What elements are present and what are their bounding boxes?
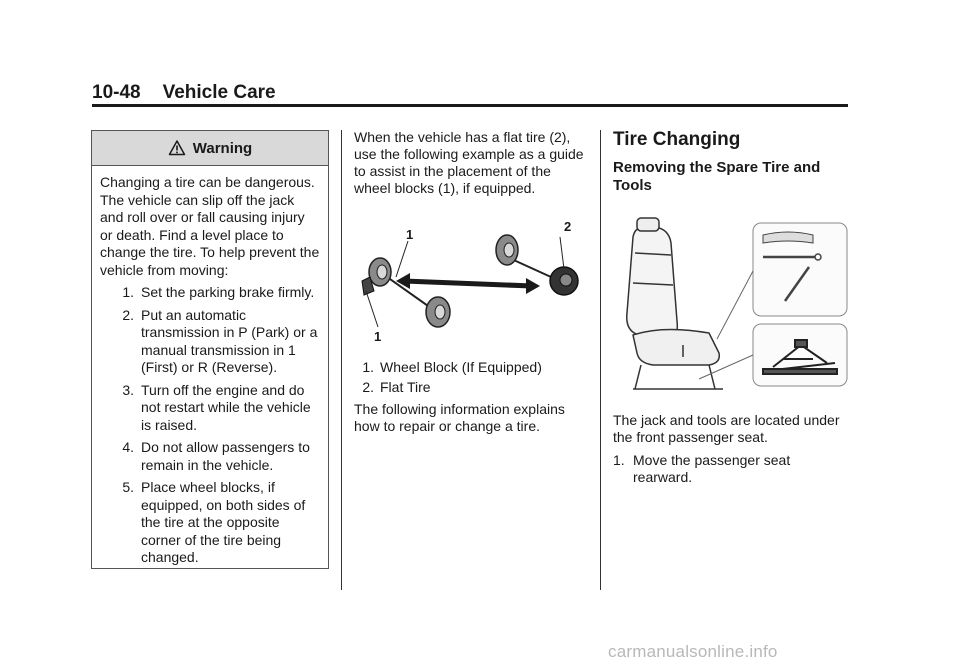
jack-panel xyxy=(753,324,847,386)
seat-icon xyxy=(627,218,723,389)
warning-header xyxy=(92,131,328,166)
warning-steps xyxy=(100,284,320,567)
list-item: 4. Do not allow passengers to remain in the vehicle. xyxy=(122,439,310,473)
callout-2: 2 xyxy=(564,219,572,234)
subsection-heading: Removing the Spare Tire and Tools xyxy=(613,159,821,194)
tools-location-paragraph: The jack and tools are located under the front passenger seat. xyxy=(613,412,840,445)
diagonal-arrow-icon xyxy=(396,273,540,294)
list-item: 1. Move the passenger seat rearward. xyxy=(613,452,791,485)
wheel-block-paragraph: When the vehicle has a flat tire (2), use the following example as a guide to assist in the placement of the wheel blocks (1), if equipped. xyxy=(354,129,584,196)
column-divider-2 xyxy=(600,130,601,590)
warning-title: Warning xyxy=(192,139,253,157)
callout-1-top: 1 xyxy=(406,227,414,242)
flat-tire-icon xyxy=(550,267,578,295)
warning-box xyxy=(91,130,329,569)
front-left-tire xyxy=(496,235,518,265)
list-item: 3. Turn off the engine and do not restart while the vehicle is raised. xyxy=(122,381,311,433)
list-item: 1. Wheel Block (If Equipped) xyxy=(362,359,542,375)
column-2-after xyxy=(354,401,586,435)
column-3-body xyxy=(613,412,853,486)
rear-left-tire xyxy=(369,258,391,286)
repair-paragraph: The following information explains how to repair or change a tire. xyxy=(354,401,565,434)
rear-right-tire xyxy=(426,297,450,327)
list-item: 1. Set the parking brake firmly. xyxy=(122,284,315,300)
list-item: 2. Flat Tire xyxy=(362,379,431,395)
warning-icon xyxy=(168,139,186,157)
column-2-intro xyxy=(354,129,586,197)
section-title: Vehicle Care xyxy=(162,82,276,103)
page-number: 10-48 xyxy=(92,82,141,103)
wheel-block-diagram xyxy=(352,215,586,345)
list-item: 5. Place wheel blocks, if equipped, on both sides of the tire at the opposite corner of the tire being changed. xyxy=(122,479,306,565)
callout-1-bottom: 1 xyxy=(374,329,382,344)
page-header xyxy=(92,82,276,104)
warning-intro: Changing a tire can be dangerous. The vehicle can slip off the jack and roll over or fall causing injury or death. Find a level place to change the tire. To help prevent the vehicle from moving: xyxy=(100,174,320,278)
tools-panel xyxy=(753,223,847,316)
watermark: carmanualsonline.info xyxy=(608,642,778,661)
list-item: 2. Put an automatic transmission in P (Park) or a manual transmission in 1 (First) or R (Reverse). xyxy=(122,306,318,375)
header-rule xyxy=(92,104,848,107)
section-heading-tire-changing: Tire Changing xyxy=(613,129,741,150)
warning-body xyxy=(92,166,328,567)
seat-and-jack-illustration xyxy=(613,213,849,399)
column-divider-1 xyxy=(341,130,342,590)
figure-captions xyxy=(354,359,586,399)
